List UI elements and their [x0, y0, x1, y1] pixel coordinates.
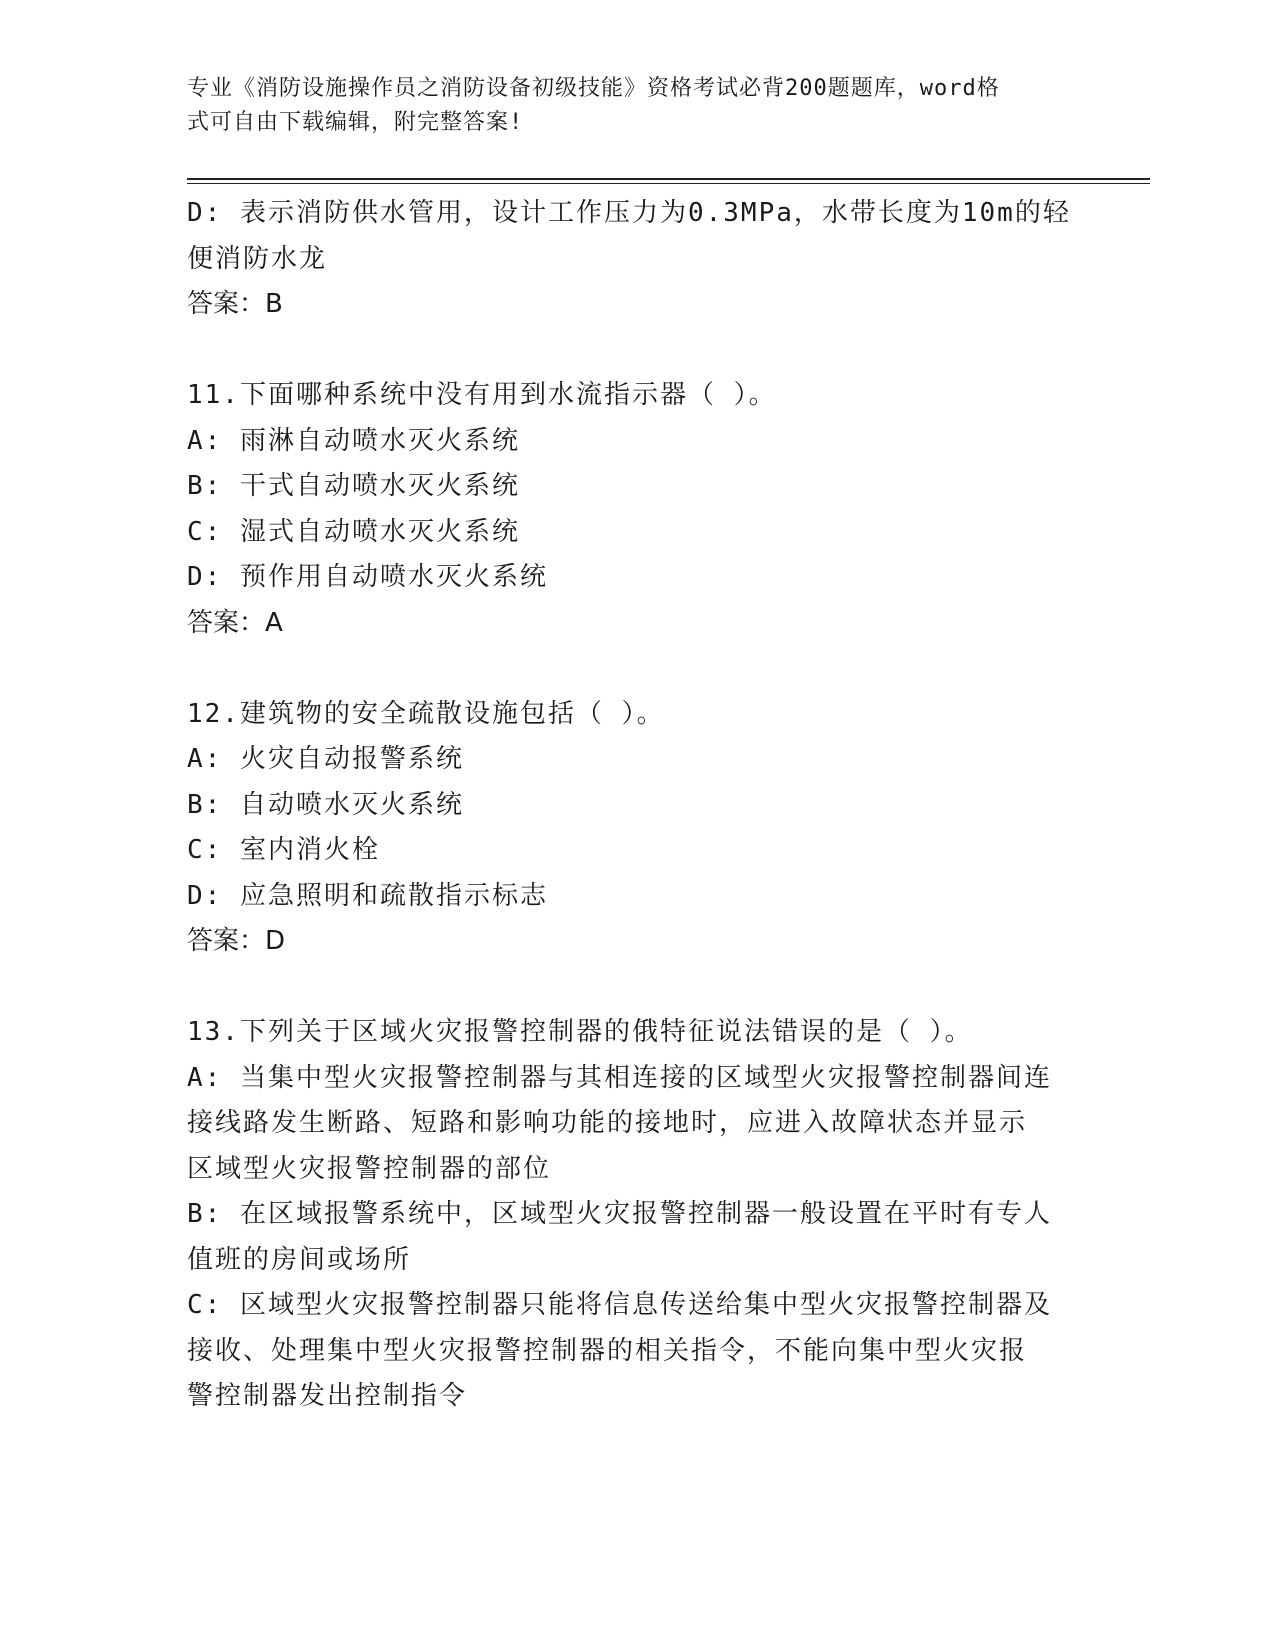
q13-option-b-line-1: B: 在区域报警系统中，区域型火灾报警控制器一般设置在平时有专人 — [187, 1199, 1052, 1229]
q11-option-a: A: 雨淋自动喷水灭火系统 — [187, 425, 520, 456]
header-line-2: 式可自由下载编辑，附完整答案! — [187, 110, 524, 135]
header-divider-thick — [187, 178, 1150, 180]
q12-option-d: D: 应急照明和疏散指示标志 — [187, 880, 548, 911]
prev-option-d-line-1: D: 表示消防供水管用，设计工作压力为0.3MPa，水带长度为10m的轻 — [187, 198, 1071, 228]
q12-option-b: B: 自动喷水灭火系统 — [187, 789, 464, 820]
document-header — [187, 72, 1067, 140]
spacer — [187, 328, 1087, 374]
q13-option-b-line-2: 值班的房间或场所 — [187, 1244, 412, 1275]
q13-question: 13.下列关于区域火灾报警控制器的俄特征说法错误的是（ ）。 — [187, 1017, 973, 1047]
q13-option-a-line-3: 区域型火灾报警控制器的部位 — [187, 1153, 552, 1184]
q11-answer: 答案：A — [187, 607, 283, 638]
q11-option-b: B: 干式自动喷水灭火系统 — [187, 471, 520, 501]
header-divider-thin — [187, 183, 1150, 184]
q11-question: 11.下面哪种系统中没有用到水流指示器（ ）。 — [187, 380, 777, 410]
q11-option-d: D: 预作用自动喷水灭火系统 — [187, 562, 548, 592]
spacer — [187, 965, 1087, 1011]
q11-option-c: C: 湿式自动喷水灭火系统 — [187, 516, 520, 547]
q13-option-c-line-3: 警控制器发出控制指令 — [187, 1381, 468, 1411]
header-line-1: 专业《消防设施操作员之消防设备初级技能》资格考试必背200题题库，word格 — [187, 76, 1000, 101]
prev-option-d-line-2: 便消防水龙 — [187, 243, 328, 274]
q13-option-c-line-1: C: 区域型火灾报警控制器只能将信息传送给集中型火灾报警控制器及 — [187, 1290, 1052, 1320]
q12-option-a: A: 火灾自动报警系统 — [187, 744, 464, 774]
q12-answer: 答案：D — [187, 926, 286, 956]
question-content — [187, 191, 1087, 1420]
q13-option-a-line-1: A: 当集中型火灾报警控制器与其相连接的区域型火灾报警控制器间连 — [187, 1062, 1052, 1093]
q13-option-a-line-2: 接线路发生断路、短路和影响功能的接地时，应进入故障状态并显示 — [187, 1108, 1028, 1138]
prev-answer: 答案：B — [187, 289, 283, 319]
q12-option-c: C: 室内消火栓 — [187, 835, 380, 865]
q12-question: 12.建筑物的安全疏散设施包括（ ）。 — [187, 698, 665, 729]
q13-option-c-line-2: 接收、处理集中型火灾报警控制器的相关指令，不能向集中型火灾报 — [187, 1335, 1028, 1366]
spacer — [187, 646, 1087, 692]
